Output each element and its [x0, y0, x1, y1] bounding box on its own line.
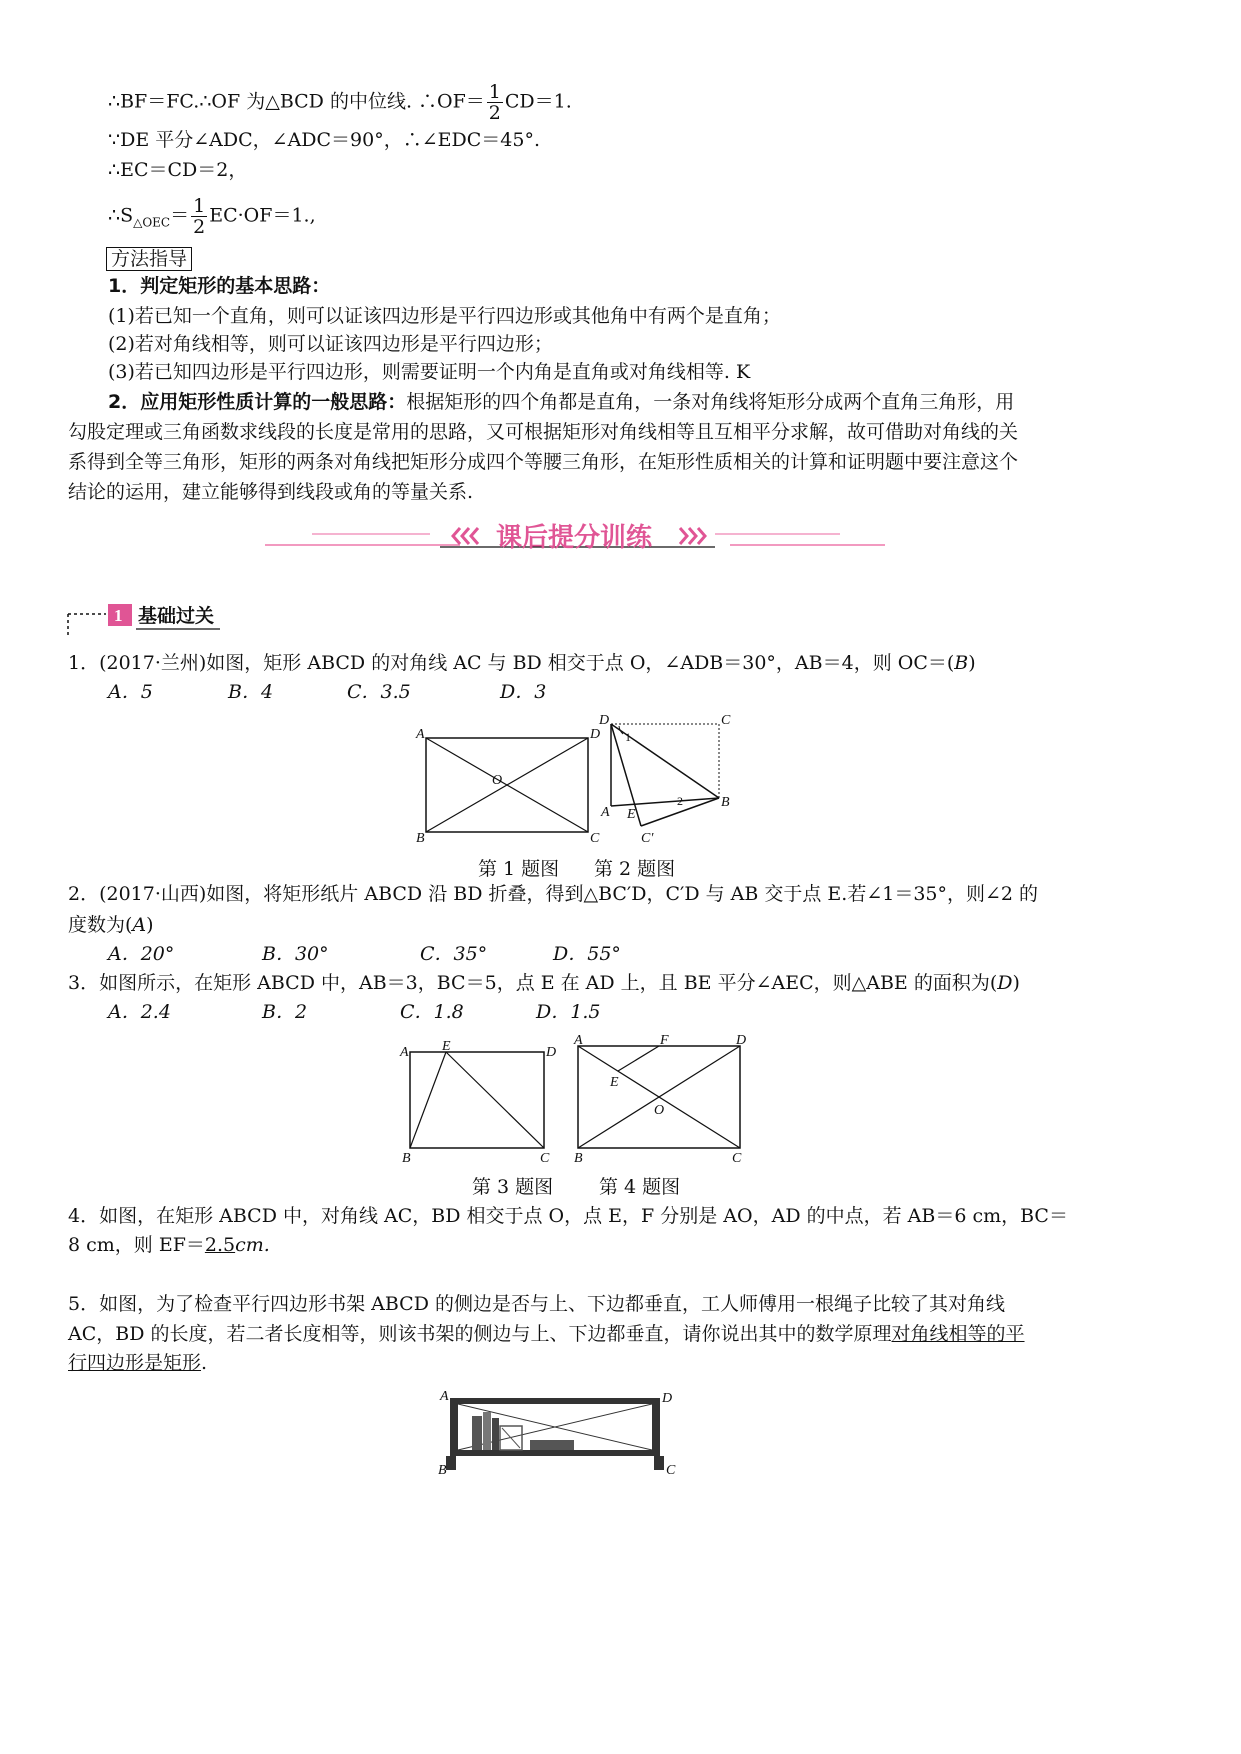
question-1-option-d: D．3 — [500, 681, 547, 703]
question-1-option-b: B．4 — [228, 681, 274, 703]
question-2-stem: 2．(2017·山西)如图，将矩形纸片 ABCD 沿 BD 折叠，得到△BC′D，C′D 与 AB 交于点 E.若∠1＝35°，则∠2 的 — [68, 883, 1039, 905]
label-C-prime: C′ — [641, 831, 654, 846]
figure-5-bookshelf — [436, 1388, 686, 1480]
question-3-stem: 3．如图所示，在矩形 ABCD 中，AB＝3，BC＝5，点 E 在 AD 上，且 BE 平分∠AEC，则△ABE 的面积为(D) — [68, 972, 1020, 994]
question-3-option-d: D．1.5 — [536, 1001, 601, 1023]
question-1-stem: 1．(2017·兰州)如图，矩形 ABCD 的对角线 AC 与 BD 相交于点 O，∠ADB＝30°，AB＝4，则 OC＝(B) — [68, 652, 976, 674]
double-chevron-right-icon — [680, 528, 705, 544]
section-number: 1 — [114, 606, 123, 625]
question-5-stem: 5．如图，为了检查平行四边形书架 ABCD 的侧边是否与上、下边都垂直，工人师傅用一根绳子比较了其对角线 — [68, 1293, 1005, 1315]
question-2-option-b: B．30° — [262, 943, 329, 965]
method-item-3: (3)若已知四边形是平行四边形，则需要证明一个内角是直角或对角线相等. K — [108, 361, 751, 383]
label-A: A — [601, 805, 610, 820]
method-paragraph-2-line-4: 结论的运用，建立能够得到线段或角的等量关系. — [68, 481, 474, 503]
answer: 2.5 — [204, 1234, 236, 1256]
label-D: D — [590, 727, 601, 742]
section-header — [62, 598, 262, 638]
figure-3-caption: 第 3 题图 — [472, 1176, 554, 1198]
label-D: D — [599, 713, 610, 728]
answer: 对角线相等的平 — [891, 1323, 1025, 1345]
fraction: $\frac{1}{2}$ — [193, 195, 206, 238]
question-2-option-d: D．55° — [553, 943, 621, 965]
label-A: A — [416, 727, 425, 742]
figure-4-caption: 第 4 题图 — [599, 1176, 681, 1198]
label-C: C — [540, 1151, 550, 1166]
question-5-stem-line-3: 行四边形是矩形. — [68, 1352, 208, 1374]
label-C: C — [666, 1463, 676, 1478]
label-O: O — [654, 1103, 665, 1118]
question-4-stem-line-2: 8 cm，则 EF＝2.5cm. — [68, 1234, 270, 1256]
section-banner — [260, 508, 890, 558]
answer: D — [997, 972, 1013, 994]
figure-3 — [398, 1034, 563, 1169]
angle-2-label: 2 — [677, 794, 683, 808]
solution-line-4: $\therefore S_{\triangle OEC}=$ $\frac{1}{2}$ EC·OF＝1., — [108, 195, 316, 238]
question-2-stem-line-2: 度数为(A) — [68, 914, 154, 936]
method-tag: 方法指导 — [106, 245, 192, 273]
method-paragraph-2-line-3: 系得到全等三角形，矩形的两条对角线把矩形分成四个等腰三角形，在矩形性质相关的计算和证明题中要注意这个 — [68, 451, 1019, 473]
question-3-option-a: A．2.4 — [108, 1001, 171, 1023]
label-D: D — [546, 1045, 557, 1060]
label-B: B — [416, 831, 425, 846]
label-B: B — [721, 795, 730, 810]
solution-line-2: ∵DE 平分∠ADC，∠ADC＝90°，∴∠EDC＝45°. — [108, 129, 541, 151]
banner-title: 课后提分训练 — [496, 523, 653, 553]
answer: A — [132, 914, 147, 936]
label-E: E — [627, 807, 636, 822]
question-1-option-a: A．5 — [108, 681, 153, 703]
answer: B — [954, 652, 969, 674]
method-paragraph-2: 2．应用矩形性质计算的一般思路：根据矩形的四个角都是直角，一条对角线将矩形分成两个直角三角形，用 — [108, 391, 1015, 413]
question-2-option-c: C．35° — [420, 943, 488, 965]
method-item-2: (2)若对角线相等，则可以证该四边形是平行四边形； — [108, 333, 553, 355]
label-D: D — [662, 1391, 673, 1406]
answer-continued: 行四边形是矩形 — [68, 1352, 202, 1374]
question-3-option-b: B．2 — [262, 1001, 308, 1023]
double-chevron-left-icon — [453, 528, 478, 544]
fraction: $\frac{1}{2}$ — [488, 81, 501, 124]
label-D: D — [736, 1033, 747, 1048]
question-1-option-c: C．3.5 — [347, 681, 411, 703]
label-E: E — [610, 1075, 619, 1090]
label-C: C — [590, 831, 600, 846]
solution-line-3: ∴EC＝CD＝2， — [108, 159, 248, 181]
question-2-option-a: A．20° — [108, 943, 175, 965]
label-B: B — [402, 1151, 411, 1166]
label-B: B — [438, 1463, 447, 1478]
figure-2-caption: 第 2 题图 — [594, 858, 676, 880]
label-A: A — [400, 1045, 409, 1060]
label-F: F — [660, 1033, 669, 1048]
books-icon — [472, 1412, 574, 1450]
method-paragraph-2-line-2: 勾股定理或三角函数求线段的长度是常用的思路，又可根据矩形对角线相等且互相平分求解，故可借助对角线的关 — [68, 421, 1019, 443]
label-B: B — [574, 1151, 583, 1166]
solution-text: ∴BF＝FC.∴OF 为△BCD 的中位线. ∴OF＝ — [108, 90, 485, 113]
solution-line-1: ∴BF＝FC.∴OF 为△BCD 的中位线. ∴OF＝ $\frac{1}{2}$ CD＝1. — [108, 81, 572, 124]
label-C: C — [732, 1151, 742, 1166]
figure-1 — [412, 708, 601, 848]
question-4-stem: 4．如图，在矩形 ABCD 中，对角线 AC，BD 相交于点 O，点 E，F 分别是 AO，AD 的中点，若 AB＝6 cm，BC＝ — [68, 1205, 1068, 1227]
label-O: O — [492, 773, 503, 788]
figure-4 — [568, 1030, 753, 1170]
label-A: A — [440, 1389, 449, 1404]
angle-1-label: 1 — [625, 730, 631, 744]
label-A: A — [574, 1033, 583, 1048]
section-title: 基础过关 — [138, 605, 215, 627]
figure-2 — [597, 708, 747, 848]
question-3-option-c: C．1.8 — [400, 1001, 464, 1023]
method-heading-2: 2．应用矩形性质计算的一般思路： — [108, 391, 407, 413]
area-subscript: △OEC — [133, 215, 171, 230]
label-C: C — [721, 713, 731, 728]
figure-1-caption: 第 1 题图 — [478, 858, 560, 880]
method-item-1: (1)若已知一个直角，则可以证该四边形是平行四边形或其他角中有两个是直角； — [108, 305, 781, 327]
label-E: E — [442, 1039, 451, 1054]
method-heading-1: 1．判定矩形的基本思路： — [108, 275, 331, 297]
question-5-stem-line-2: AC，BD 的长度，若二者长度相等，则该书架的侧边与上、下边都垂直，请你说出其中的数学原理对角线相等的平 — [68, 1323, 1025, 1345]
